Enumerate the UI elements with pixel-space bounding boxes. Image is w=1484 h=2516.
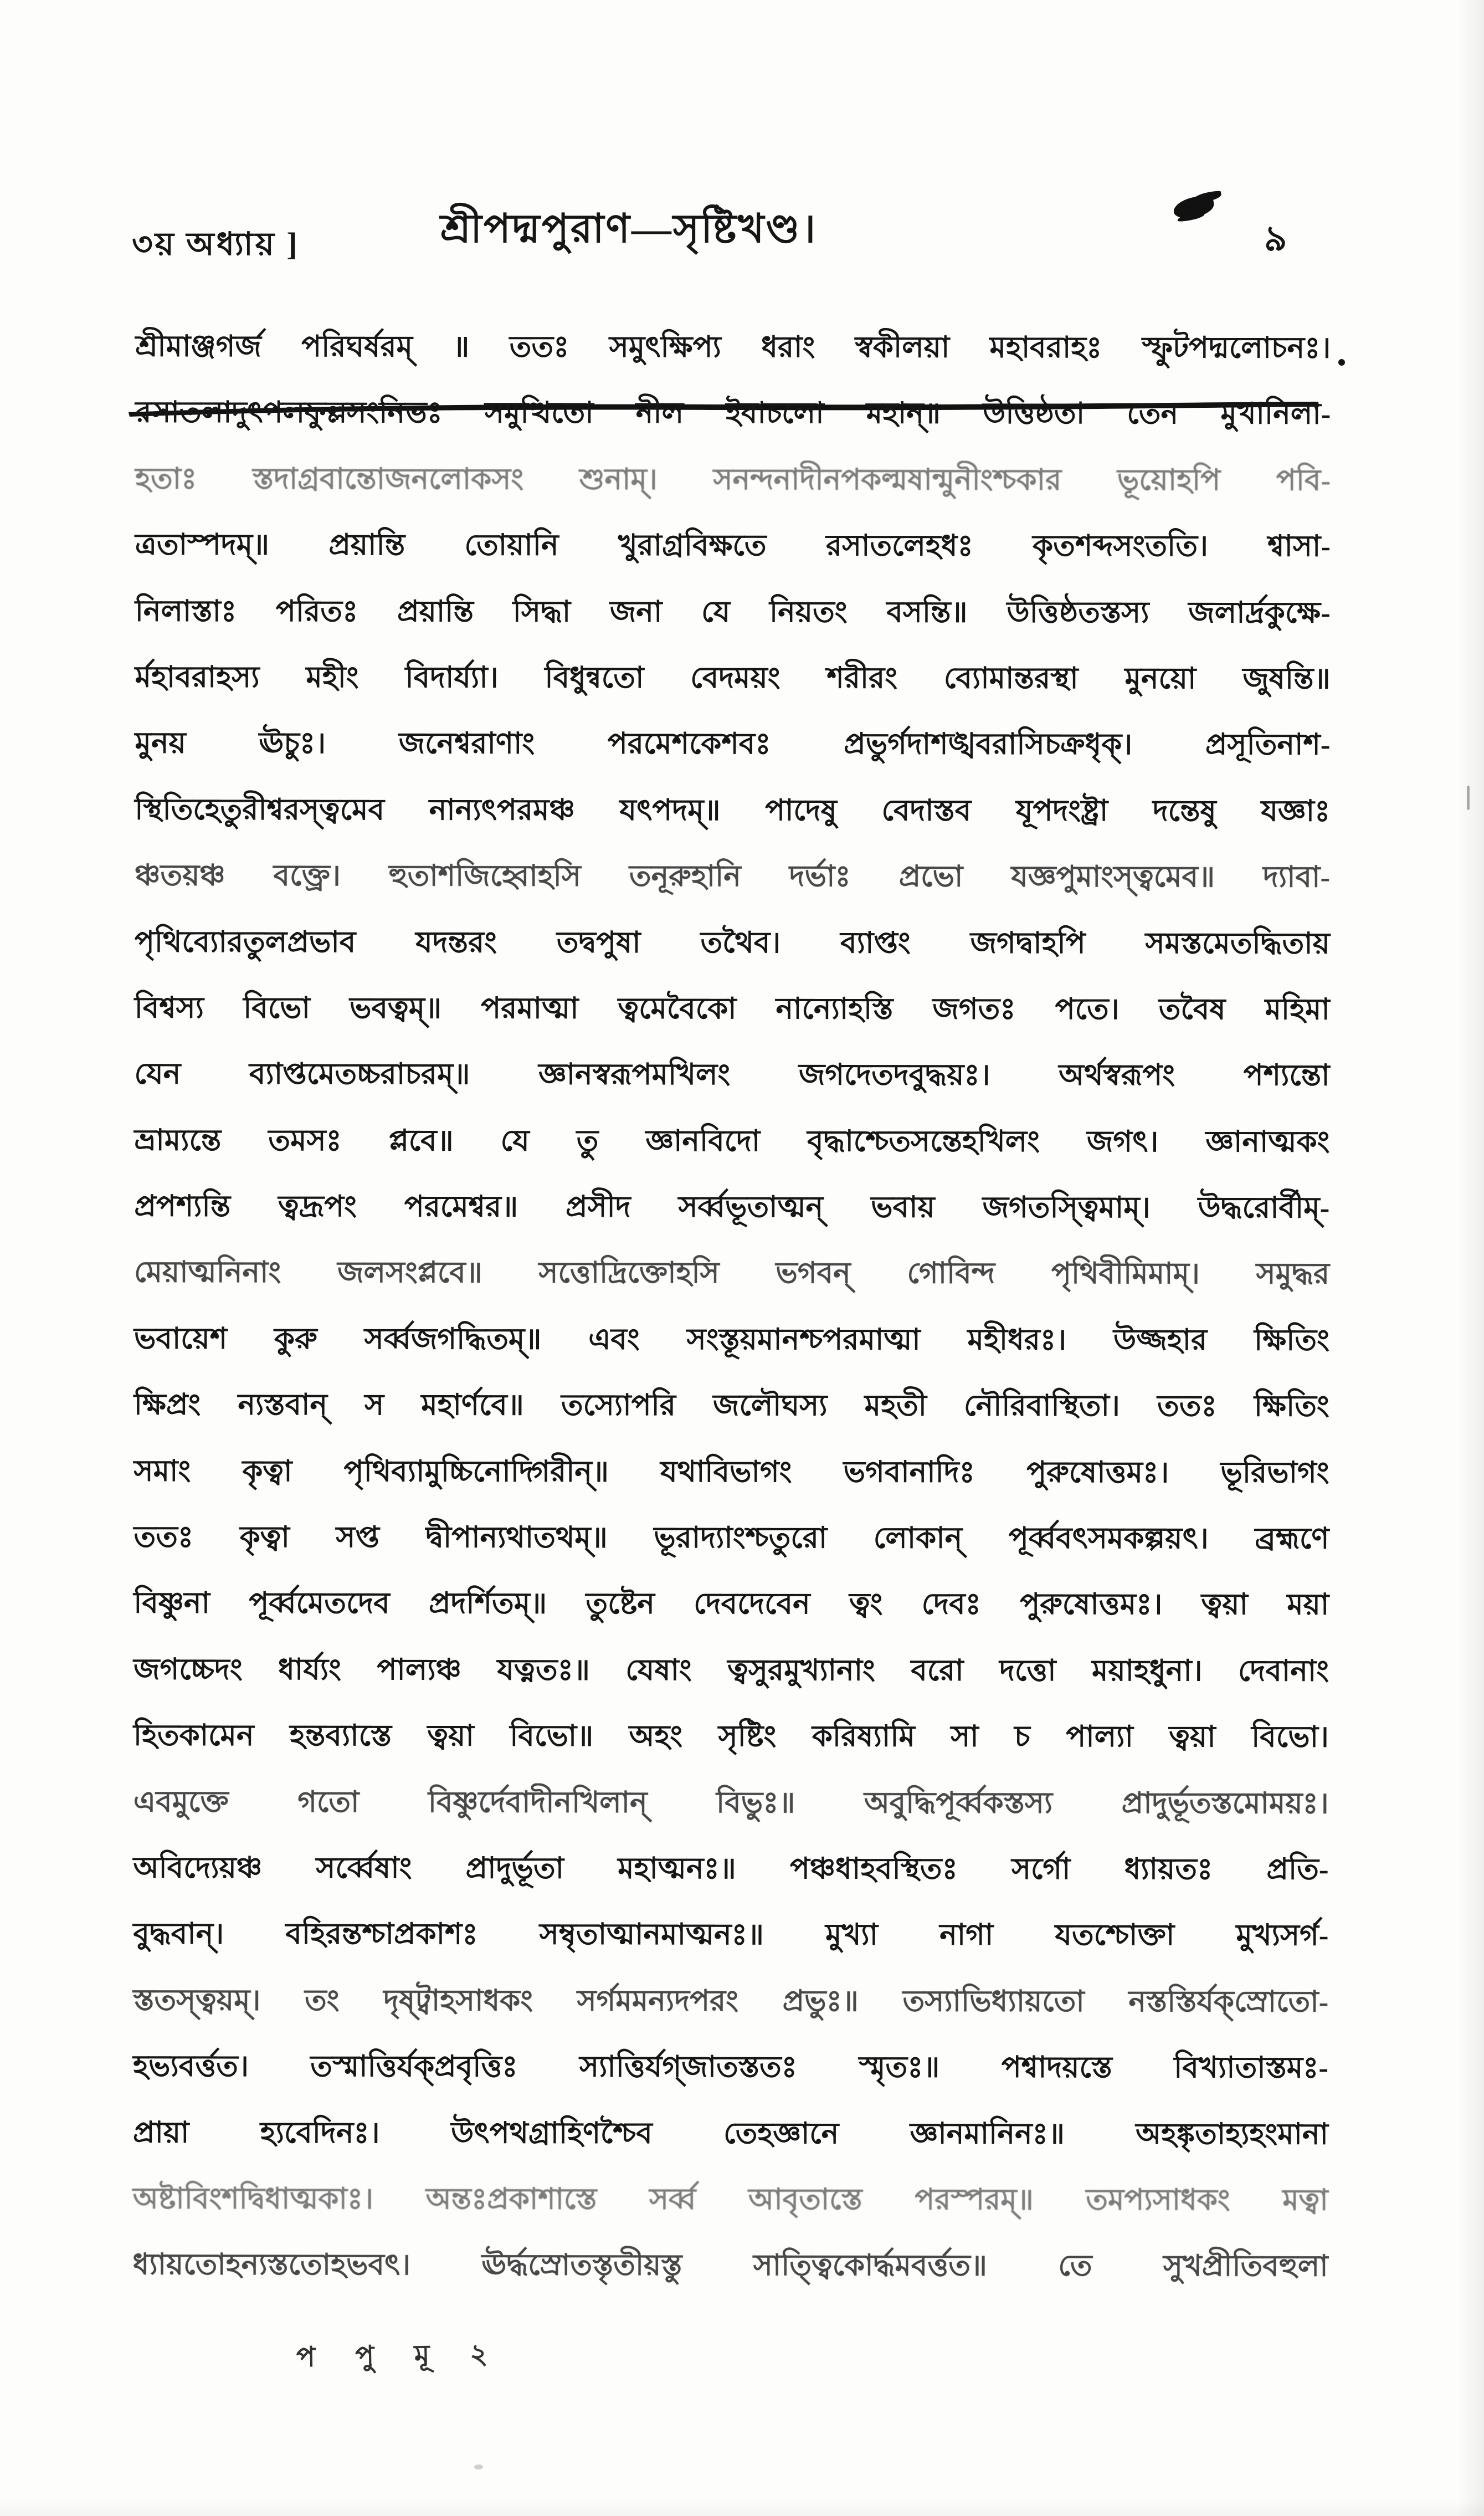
text-line: অষ্টাবিংশদ্বিধাত্মকাঃ। অন্তঃপ্রকাশাস্তে সর্ব্ব আবৃতাস্তে পরস্পরম্॥ তমপ্যসাধকং মত্বা bbox=[132, 2182, 1328, 2217]
text-line: ঞ্চতয়ঞ্চ বক্ত্রে। হুতাশজিহ্বোহসি তনূরুহানি দর্ভাঃ প্রভো যজ্ঞপুমাংস্ত্বমেব॥ দ্যাবা- bbox=[135, 859, 1331, 894]
text-line: রসাতলাদুৎপলফুল্লসংনিভঃ সমুত্থিতো নীল ইবাচলো মহান্॥ উত্তিষ্ঠতা তেন মুখানিলা- bbox=[135, 396, 1331, 431]
text-line: স্থিতিহেতুরীশ্বরস্ত্বমেব নান্যৎপরমঞ্চ যৎপদম্॥ পাদেষু বেদাস্তব যূপদংষ্ট্রা দন্তেষু যজ্ঞাঃ bbox=[135, 793, 1331, 828]
body-text bbox=[133, 314, 1331, 2300]
text-line: হভ্যবর্ত্তত। তস্মাত্তির্যক্‌প্রবৃত্তিঃ স্যাত্তির্যগ্‌জাতস্ততঃ স্মৃতঃ॥ পশ্বাদয়স্তে বিখ্যাতাস্তমঃ- bbox=[133, 2050, 1329, 2084]
text-line: বিষ্ণুনা পূর্ব্বমেতদেব প্রদর্শিতম্॥ তুষ্টেন দেবদেবেন ত্বং দেবঃ পুরুষোত্তমঃ। ত্বয়া ময়া bbox=[133, 1587, 1329, 1621]
text-line: ক্ষিপ্রং ন্যস্তবান্ স মহার্ণবে॥ তস্যোপরি জলৌঘস্য মহতী নৌরিবাস্থিতা। ততঃ ক্ষিতিং bbox=[133, 1388, 1329, 1423]
ink-smudge-artifact bbox=[1172, 194, 1215, 221]
page-edge-mark bbox=[1467, 786, 1470, 810]
text-line: ধ্যায়তোহন্যস্ততোহভবৎ। ঊর্দ্ধস্রোতস্তৃতীয়স্তু সাত্ত্বিকোর্দ্ধমবর্ত্তত॥ তে সুখপ্রীতিবহুলা bbox=[132, 2248, 1328, 2283]
text-line: জগচ্চেদং ধার্য্যং পাল্যঞ্চ যত্নতঃ॥ যেষাং ত্বসুরমুখ্যানাং বরো দত্তো ময়াহধুনা। দেবানাং bbox=[133, 1653, 1329, 1688]
chapter-label: ৩য় অধ্যায় ] bbox=[132, 226, 300, 262]
page-title: শ্রীপদ্মপুরাণ—সৃষ্টিখণ্ড। bbox=[440, 207, 818, 251]
signature-mark: প পু মূ ২ bbox=[296, 2338, 505, 2373]
ink-dot-artifact bbox=[1338, 359, 1345, 366]
text-line: ত্রতাস্পদম্॥ প্রয়ান্তি তোয়ানি খুরাগ্রবিক্ষতে রসাতলেহধঃ কৃতশব্দসংততি। শ্বাসা- bbox=[135, 529, 1331, 563]
text-line: সমাং কৃত্বা পৃথিব্যামুচ্চিনোদ্গিরীন্॥ যথাবিভাগং ভগবানাদিঃ পুরুষোত্তমঃ। ভূরিভাগং bbox=[133, 1455, 1329, 1489]
text-line: মুনয় ঊচুঃ। জনেশ্বরাণাং পরমেশকেশবঃ প্রভুর্গদাশঙ্খবরাসিচক্রধৃক্। প্রসূতিনাশ- bbox=[135, 727, 1331, 761]
text-line: ভবায়েশ কুরু সর্ব্বজগদ্ধিতম্॥ এবং সংস্তূয়মানশ্চপরমাত্মা মহীধরঃ। উজ্জহার ক্ষিতিং bbox=[133, 1323, 1329, 1357]
text-line: র্মহাবরাহস্য মহীং বিদার্য্যা। বিধুন্বতো বেদময়ং শরীরং ব্যোমান্তরস্থা মুনয়ো জুষন্তি॥ bbox=[135, 661, 1331, 695]
scan-edge-shadow bbox=[1457, 0, 1484, 2516]
text-line: বিশ্বস্য বিভো ভবত্বম্॥ পরমাত্মা ত্বমেবৈকো নান্যোহস্তি জগতঃ পতে। তবৈষ মহিমা bbox=[134, 992, 1330, 1026]
text-line: অবিদ্যেয়ঞ্চ সর্ব্বেষাং প্রাদুর্ভূতা মহাত্মনঃ॥ পঞ্চধাহবস্থিতঃ সর্গো ধ্যায়তঃ প্রতি- bbox=[133, 1852, 1329, 1886]
text-line: স্ততস্ত্বয়ম্। তং দৃষ্ট্বাহসাধকং সর্গমমন্যদপরং প্রভুঃ॥ তস্যাভিধ্যায়তো নস্তস্তির্যক্‌স্রোতো- bbox=[133, 1984, 1329, 2018]
text-line: হিতকামেন হন্তব্যাস্তে ত্বয়া বিভো॥ অহং সৃষ্টিং করিষ্যামি সা চ পাল্যা ত্বয়া বিভো। bbox=[133, 1719, 1329, 1754]
text-line: বুদ্ধবান্। বহিরন্তশ্চাপ্রকাশঃ সম্বৃতাত্মানমাত্মনঃ॥ মুখ্যা নাগা যতশ্চোক্তা মুখ্যসর্গ- bbox=[133, 1918, 1329, 1952]
page-number: ৯ bbox=[1264, 219, 1287, 258]
text-line: ততঃ কৃত্বা সপ্ত দ্বীপান্যথাতথম্॥ ভূরাদ্যাংশ্চতুরো লোকান্ পূর্ব্ববৎসমকল্পয়ৎ। ব্রহ্মণে bbox=[133, 1521, 1329, 1555]
text-line: এবমুক্তে গতো বিষ্ণুর্দেবাদীনখিলান্ বিভুঃ॥ অবুদ্ধিপূর্ব্বকস্তস্য প্রাদুর্ভূতস্তমোময়ঃ। bbox=[133, 1786, 1329, 1820]
text-line: প্রপশ্যন্তি ত্বদ্রূপং পরমেশ্বর॥ প্রসীদ সর্ব্বভূতাত্মন্ ভবায় জগতস্ত্বিমাম্। উদ্ধরোর্বীম্- bbox=[134, 1190, 1330, 1224]
text-line: প্রায়া হ্যবেদিনঃ। উৎপথগ্রাহিণশ্চৈব তেহজ্ঞানে জ্ঞানমানিনঃ॥ অহঙ্কৃতাহ্যহংমানা bbox=[132, 2117, 1328, 2151]
text-line: মেয়াত্মনিনাং জলসংপ্লবে॥ সত্তোদ্রিক্তোহসি ভগবন্ গোবিন্দ পৃথিবীমিমাম্। সমুদ্ধর bbox=[134, 1256, 1330, 1290]
text-line: নিলাস্তাঃ পরিতঃ প্রয়ান্তি সিদ্ধা জনা যে নিয়তং বসন্তি॥ উত্তিষ্ঠতস্তস্য জলার্দ্রকুক্ষে- bbox=[135, 595, 1331, 629]
text-line: পৃথিব্যোরতুলপ্রভাব যদন্তরং তদ্বপুষা তথৈব। ব্যাপ্তং জগদ্বাহপি সমস্তমেতদ্ধিতায় bbox=[134, 926, 1330, 960]
speckle-artifact bbox=[474, 2464, 483, 2469]
text-line: ভ্রাম্যন্তে তমসঃ প্লবে॥ যে তু জ্ঞানবিদো বৃদ্ধাশ্চেতসন্তেহখিলং জগৎ। জ্ঞানাত্মকং bbox=[134, 1124, 1330, 1159]
text-line: যেন ব্যাপ্তমেতচ্চরাচরম্॥ জ্ঞানস্বরূপমখিলং জগদেতদবুদ্ধয়ঃ। অর্থস্বরূপং পশ্যন্তো bbox=[134, 1058, 1330, 1092]
scan-bottom-shadow bbox=[0, 2499, 1484, 2516]
text-line: শ্রীমাঞ্জগর্জ পরিঘর্ষরম্ ॥ ততঃ সমুৎক্ষিপ্য ধরাং স্বকীলয়া মহাবরাহঃ স্ফুটপদ্মলোচনঃ। bbox=[135, 330, 1331, 365]
text-line: হতাঃ স্তদাগ্রবান্তোজনলোকসং শুনাম্। সনন্দনাদীনপকল্মষান্মুনীংশ্চকার ভূয়োহপি পবি- bbox=[135, 463, 1331, 497]
